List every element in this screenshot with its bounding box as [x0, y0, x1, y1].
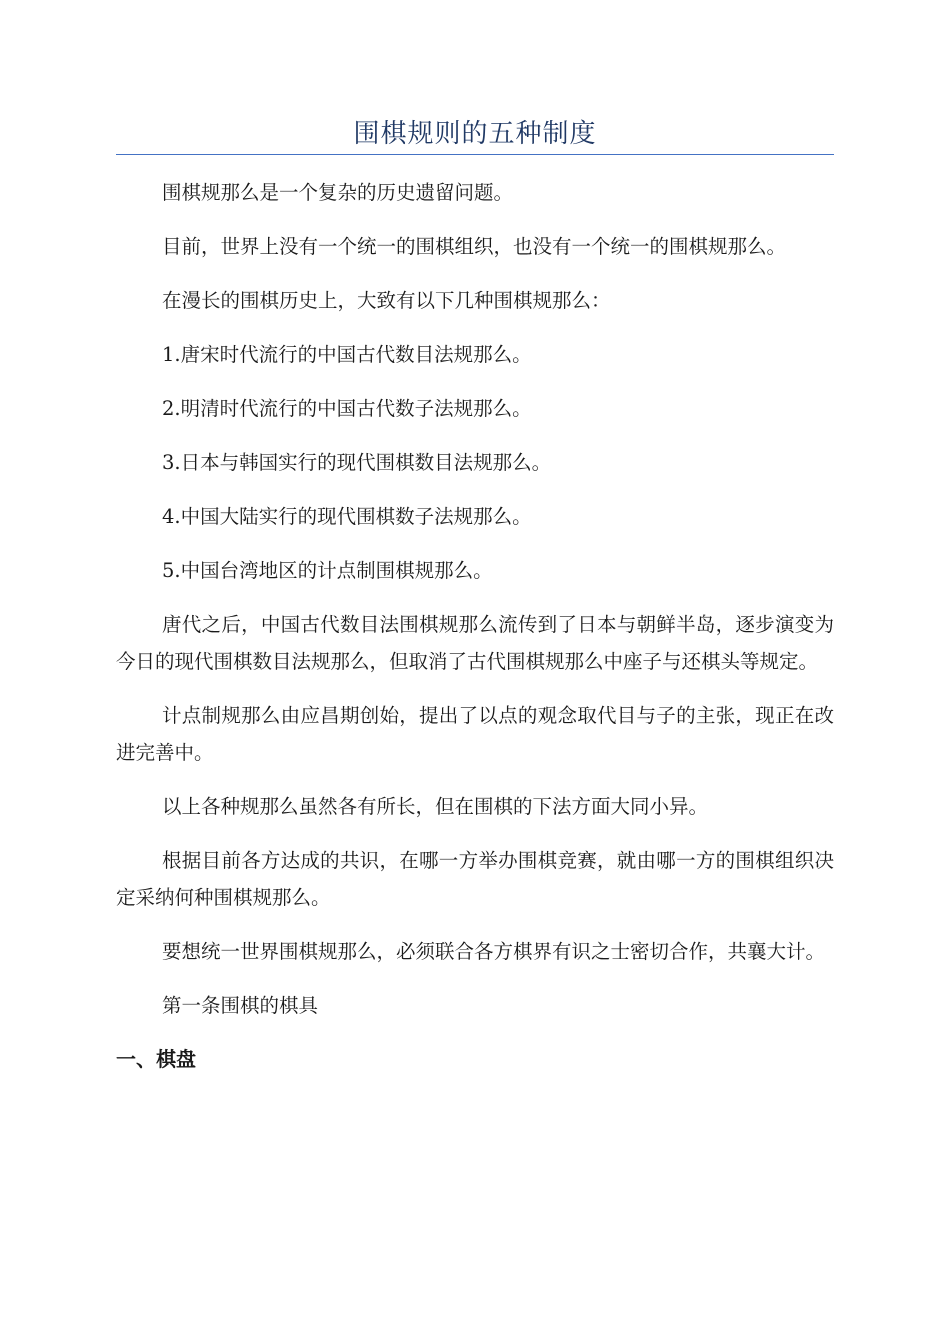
paragraph: 唐代之后，中国古代数目法围棋规那么流传到了日本与朝鲜半岛，逐步演变为今日的现代围棋数目法规那么，但取消了古代围棋规那么中座子与还棋头等规定。 [116, 613, 834, 673]
paragraph: 在漫长的围棋历史上，大致有以下几种围棋规那么： [162, 289, 611, 312]
list-item: 5.中国台湾地区的计点制围棋规那么。 [162, 559, 493, 582]
document-body [116, 174, 834, 1078]
paragraph: 目前，世界上没有一个统一的围棋组织，也没有一个统一的围棋规那么。 [162, 235, 787, 258]
paragraph: 计点制规那么由应昌期创始，提出了以点的观念取代目与子的主张，现正在改进完善中。 [116, 704, 834, 764]
paragraph: 围棋规那么是一个复杂的历史遗留问题。 [162, 181, 514, 204]
paragraph: 第一条围棋的棋具 [162, 994, 319, 1017]
list-item: 4.中国大陆实行的现代围棋数子法规那么。 [162, 505, 532, 528]
document-title: 围棋规则的五种制度 [353, 119, 597, 149]
section-heading: 一、棋盘 [116, 1047, 196, 1071]
list-item: 2.明清时代流行的中国古代数子法规那么。 [162, 397, 532, 420]
paragraph: 根据目前各方达成的共识，在哪一方举办围棋竞赛，就由哪一方的围棋组织决定采纳何种围棋规那么。 [116, 849, 834, 909]
paragraph: 以上各种规那么虽然各有所长，但在围棋的下法方面大同小异。 [162, 795, 709, 818]
list-item: 3.日本与韩国实行的现代围棋数目法规那么。 [162, 451, 552, 474]
paragraph: 要想统一世界围棋规那么，必须联合各方棋界有识之士密切合作，共襄大计。 [162, 940, 826, 963]
list-item: 1.唐宋时代流行的中国古代数目法规那么。 [162, 343, 532, 366]
title-underline [116, 154, 834, 155]
